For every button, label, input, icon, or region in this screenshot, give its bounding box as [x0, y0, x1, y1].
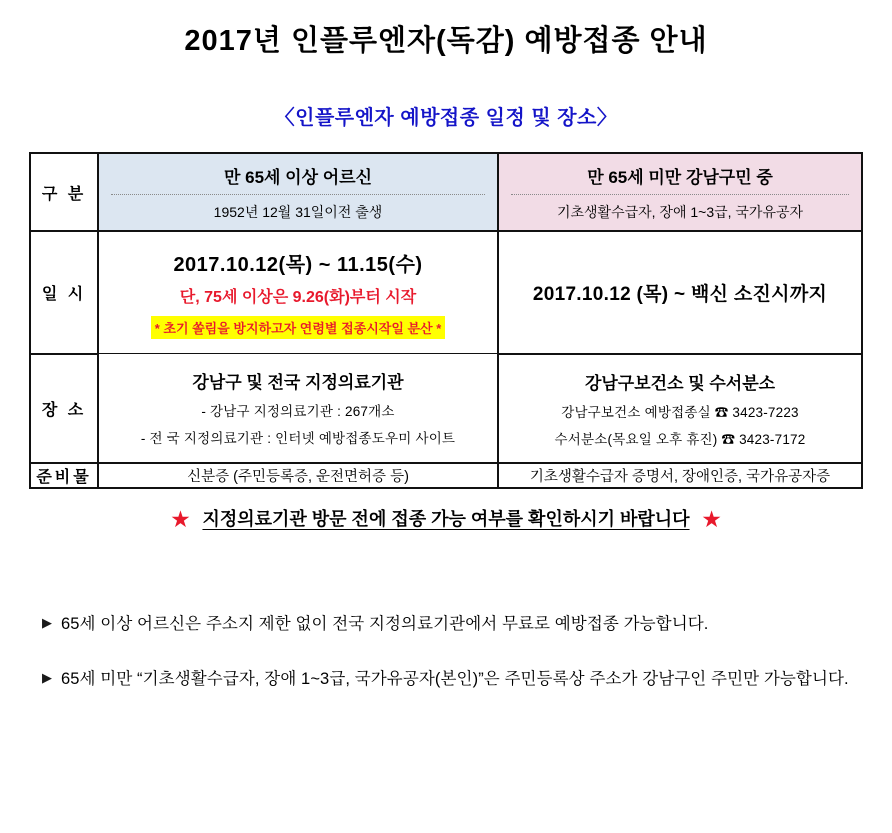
place-right-line1: 강남구보건소 예방접종실 ☎ 3423-7223 — [561, 404, 799, 420]
list-item-text: 65세 이상 어르신은 주소지 제한 없이 전국 지정의료기관에서 무료로 예방접종 가능합니다. — [61, 614, 709, 633]
table-row — [30, 153, 862, 231]
header-left-sub: 1952년 12월 31일이전 출생 — [213, 204, 383, 220]
notice-text: 지정의료기관 방문 전에 접종 가능 여부를 확인하시기 바랍니다 — [202, 508, 690, 529]
datetime-cell-right — [498, 231, 862, 354]
document-page — [0, 18, 892, 833]
place-cell-left — [98, 354, 498, 463]
place-cell-right — [498, 354, 862, 463]
datetime-left-highlight: * 초기 쏠림을 방지하고자 연령별 접종시작일 분산 * — [151, 316, 446, 339]
list-item-text: 65세 미만 “기초생활수급자, 장애 1~3급, 국가유공자(본인)”은 주민등록상 주소가 강남구인 주민만 가능합니다. — [61, 669, 849, 688]
schedule-table — [29, 152, 863, 489]
star-icon-left: ★ — [171, 508, 190, 531]
list-item — [42, 665, 852, 694]
datetime-left-main: 2017.10.12(목) ~ 11.15(수) — [173, 254, 423, 276]
table-row — [30, 354, 862, 463]
place-left-line1: - 강남구 지정의료기관 : 267개소 — [201, 404, 395, 420]
header-left-main: 만 65세 이상 어르신 — [223, 168, 373, 187]
datetime-left-highlight-wrap — [99, 307, 497, 353]
place-right-title: 강남구보건소 및 수서분소 — [584, 373, 776, 393]
header-right-main: 만 65세 미만 강남구민 중 — [587, 168, 773, 187]
place-right-line2: 수서분소(목요일 오후 휴진) ☎ 3423-7172 — [554, 431, 806, 447]
datetime-right-main: 2017.10.12 (목) ~ 백신 소진시까지 — [532, 283, 828, 305]
table-row — [30, 231, 862, 354]
row-label-preparation: 준비물 — [30, 463, 98, 488]
datetime-left-note: 단, 75세 이상은 9.26(화)부터 시작 — [179, 289, 417, 306]
row-label-place: 장 소 — [30, 354, 98, 463]
place-left-title: 강남구 및 전국 지정의료기관 — [192, 373, 404, 393]
page-title: 2017년 인플루엔자(독감) 예방접종 안내 — [184, 25, 708, 57]
table-row — [30, 463, 862, 488]
row-label-category: 구 분 — [30, 153, 98, 231]
header-cell-left — [98, 153, 498, 231]
important-notice — [0, 505, 892, 532]
place-left-line2: - 전 국 지정의료기관 : 인터넷 예방접종도우미 사이트 — [140, 431, 456, 447]
preparation-cell-left: 신분증 (주민등록증, 운전면허증 등) — [98, 463, 498, 488]
row-label-datetime: 일 시 — [30, 231, 98, 354]
preparation-cell-right: 기초생활수급자 증명서, 장애인증, 국가유공자증 — [498, 463, 862, 488]
triangle-right-icon: ▶ — [42, 669, 52, 685]
triangle-right-icon: ▶ — [42, 614, 52, 630]
header-cell-right — [498, 153, 862, 231]
datetime-cell-left — [98, 231, 498, 354]
bullet-list — [0, 610, 892, 694]
section-subtitle: 〈인플루엔자 예방접종 일정 및 장소〉 — [274, 107, 618, 129]
star-icon-right: ★ — [702, 508, 721, 531]
header-right-sub: 기초생활수급자, 장애 1~3급, 국가유공자 — [556, 204, 804, 220]
list-item — [42, 610, 852, 639]
